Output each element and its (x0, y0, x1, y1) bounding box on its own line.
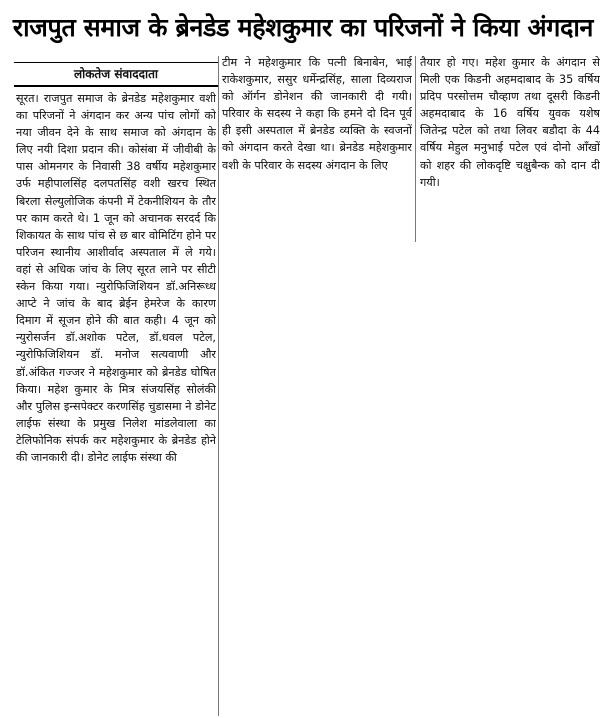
byline: लोकतेज संवाददाता (73, 67, 159, 81)
column-divider-1 (218, 56, 219, 716)
byline-rule (14, 85, 218, 87)
column-divider-2 (415, 56, 416, 242)
byline-top-rule (14, 62, 218, 63)
headline: राजपुत समाज के ब्रेनडेड महेशकुमार का परिजनों ने किया अंगदान (12, 13, 594, 42)
article-column-2: टीम ने महेशकुमार कि पत्नी बिनाबेन, भाई राकेशकुमार, ससुर धर्मेन्द्रसिंह, साला दिव्यराज को ऑर्गन डोनेशन की जानकारी दी गयी। परिवार के सदस्य ने कहा कि हमने दो दिन पूर्व ही इसी अस्पताल में ब्रेनडेड व्यक्ति के स्वजनों को अंगदान करते देखा था। ब्रेनडेड महेशकुमार वशी के परिवार के सदस्य अंगदान के लिए (222, 56, 412, 172)
article-column-1: सूरत। राजपुत समाज के ब्रेनडेड महेशकुमार वशी का परिजनों ने अंगदान कर अन्य पांच लोगों को नया जीवन देने के साथ समाज को अंगदान के लिए नयी दिशा प्रदान की। कोसंबा में जीवीबी के पास ओमनगर के निवासी 38 वर्षीय महेशकुमार उर्फ महीपालसिंह दलपतसिंह वशी खरच स्थित बिरला सेल्युलोजिक कंपनी में टेकनीशियन के तौर पर काम करते थे। 1 जून को अचानक सरदर्द कि शिकायत के साथ पांच से छ बार वोमिटिंग होने पर परिजन स्थानीय आशीर्वाद अस्पताल में ले गये। वहां से अधिक जांच के लिए सूरत लाने पर सीटी स्केन किया गया। न्युरोफिजिशियन डॉ.अनिरूध्ध आप्टे ने जांच के बाद ब्रेईन हेमरेज के कारण दिमाग में सूजन होने की बात कही। 4 जून को न्युरोसर्जन डॉ.अशोक पटेल, डॉ.धवल पटेल, न्युरोफिजिशियन डॉ. मनोज सत्यवाणी और डॉ.अंकित गज्जर ने महेशकुमार को ब्रेनडेड घोषित किया। महेश कुमार के मित्र संजयसिंह सोलंकी और पुलिस इन्सपेक्टर करणसिंह चुडासमा ने डोनेट लाईफ संस्था के प्रमुख निलेश मांडलेवाला का टेलिफोनिक संपर्क कर महेशकुमार के ब्रेनडेड होने की जानकारी दी। डोनेट लाईफ संस्था की (16, 92, 216, 464)
article-column-3: तैयार हो गए। महेश कुमार के अंगदान से मिली एक किडनी अहमदाबाद के 35 वर्षिय प्रदिप परसोत्तम चौव्हाण तथा दूसरी किडनी अहमदाबाद के 16 वर्षिय युवक यशेष जितेन्द्र पटेल को तथा लिवर बडौदा के 44 वर्षिय मेहुल मनुभाई पटेल एवं दोनो आँखों को शहर की लोकदृष्टि चक्षुबैन्क को दान दी गयी। (420, 56, 600, 189)
